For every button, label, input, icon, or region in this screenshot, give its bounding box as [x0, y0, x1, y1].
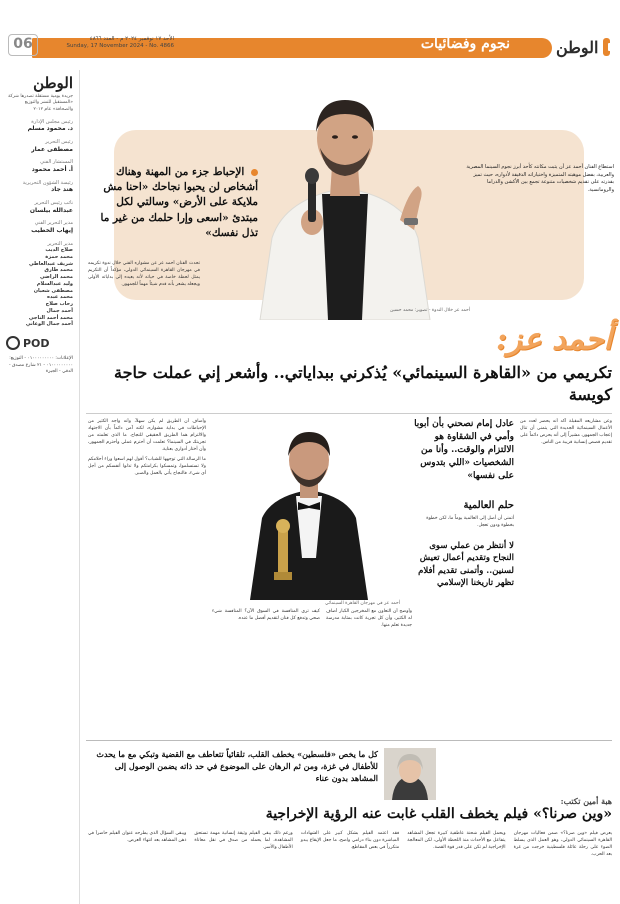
editor-name: رحاب صلاح	[45, 301, 73, 308]
staff-entry	[6, 200, 73, 214]
review-headline: «وين صرنا؟» فيلم يخطف القلب غابت عنه الرؤية الإخراجية	[265, 806, 612, 822]
article-paragraph: وأضاف أن الطريق لم يكن سهلاً، وأنه واجه الكثير من الإحباطات في بداية مشواره، لكنه آمن دائماً بأن الاجتهاد والالتزام هما الطريق الحقيقي للنجاح. ما الذي تعلمته من تجربتك في السينما؟ تعلمت أن أحترم عملي وأحترم الجمهور، وأن أختار أدواري بعناية.	[88, 419, 206, 453]
issue-date	[44, 36, 174, 51]
staff-entry	[6, 119, 73, 133]
staff-name: أ. أحمد محمود	[31, 165, 73, 173]
newspaper-logo	[556, 36, 610, 58]
section-title: نجوم وفضائيات	[420, 36, 510, 52]
editor-name: أحمد جمال	[46, 307, 73, 314]
headline-divider	[86, 413, 612, 414]
page-header	[0, 0, 620, 70]
editor-name: أحمد جمال الوعاني	[25, 321, 73, 328]
review-paragraph: ويبقى السؤال الذي يطرحه عنوان الفيلم حاضراً في ذهن المشاهد بعد انتهاء العرض.	[88, 831, 187, 844]
staff-name: إيهاب الخطيب	[31, 226, 73, 234]
editor-name: صلاح الديب	[45, 247, 73, 254]
review-pull-quote: كل ما يخص «فلسطين» يخطف القلب، تلقائياً تتعاطف مع القضية وتبكي مع ما يحدث للأطفال في غزة، ومن ثم الرهان على الموضوع في حد ذاته يضمن الوصول إلى المشاهد بدون عناء	[96, 749, 378, 783]
bottom-divider	[86, 740, 612, 741]
pull-quote: عادل إمام نصحني بأن أبوبا وأمي في الشقاوة هو الالتزام والوقت.. وأنا من الشخصيات «اللي بتدوس على نفسها»	[414, 419, 514, 482]
staff-role: رئيس التحرير	[45, 139, 73, 146]
article-headline: تكريمي من «القاهرة السينمائي» يُذكرني ببداياتي.. وأشعر إني عملت حاجة كويسة	[113, 363, 612, 404]
tuxedo-photo	[210, 418, 408, 600]
editor-name: مصطفى شعبان	[33, 287, 73, 294]
writer-byline: هبة أمين تكتب:	[560, 796, 612, 806]
article-paragraph: تحدث الفنان أحمد عز عن مشواره الفني خلال ندوة تكريمه في مهرجان القاهرة السينمائي الدولي، مؤكداً أن التكريم يمثل لحظة خاصة في حياته لأنه يعيده إلى بداياته الأولى ويجعله يشعر بأنه قدم شيئاً مهماً للجمهور.	[88, 261, 200, 288]
pod-logo	[6, 336, 73, 350]
hero-caption: أحمد عز خلال الندوة - تصوير: محمد حسين	[390, 308, 470, 313]
article-paragraph: كيف ترى المنافسة في السوق الآن؟ المنافسة شيء صحي وتدفع كل فنان لتقديم أفضل ما عنده.	[212, 609, 320, 622]
masthead-sidebar	[0, 70, 80, 904]
staff-name: عبدالله بيلسان	[29, 206, 73, 214]
editor-name: محمد عبده	[47, 294, 73, 301]
masthead-subtitle: جريدة يومية مستقلة تصدرها شركة «المستقبل للنشر والتوزيع والصحافة» عام ٢٠١٢	[8, 94, 73, 112]
article-column	[520, 418, 612, 838]
hero-quote	[98, 165, 258, 241]
article-paragraph: وأوضح أن التعاون مع المخرجين الكبار أضاف له الكثير، وأن كل تجربة كانت بمثابة مدرسة جديدة تعلم منها.	[326, 609, 412, 629]
hero-intro: استطاع الفنان أحمد عز أن يثبت مكانته كأحد أبرز نجوم السينما المصرية والعربية، بفضل موهبته المتميزة واختياراته الدقيقة لأدواره، حيث تميز بقدرته على تقديم شخصيات متنوعة تجمع بين الأكشن والدراما والرومانسية.	[466, 164, 614, 193]
article-name-title: أحمد عز:	[496, 322, 612, 357]
date-arabic: الأحد ١٧ نوفمبر ٢٠٢٤ م - العدد ٤٨٦٦	[89, 36, 174, 42]
quote-bullet-icon	[251, 169, 258, 176]
staff-name: د. محمود مسلم	[27, 125, 73, 133]
staff-name: هند جاد	[51, 186, 73, 194]
pod-text: POD	[23, 336, 50, 350]
editor-name: وليد عبدالسلام	[36, 280, 73, 287]
page-number: 06	[8, 34, 38, 56]
writer-avatar	[384, 748, 436, 800]
staff-role: المستشار الفني	[40, 159, 73, 166]
logo-mark-icon	[603, 38, 611, 56]
staff-entry	[6, 180, 73, 194]
review-paragraph: يعرض فيلم «وين صرنا؟» ضمن فعاليات مهرجان القاهرة السينمائي الدولي، وهو العمل الذي يسلط الضوء على رحلة عائلة فلسطينية خرجت من غزة بعد الحرب.	[513, 831, 612, 858]
photo-caption: أحمد عز في مهرجان القاهرة السينمائي	[325, 601, 400, 606]
editors-list	[6, 241, 73, 329]
hero-photo	[240, 70, 450, 320]
article-column	[88, 260, 200, 408]
review-paragraph: ويحمل الفيلم شحنة عاطفية كبيرة تجعل المشاهد يتفاعل مع الأحداث منذ اللحظة الأولى، لكن المعالجة الإخراجية لم تكن على قدر قوة القصة.	[407, 831, 506, 851]
contact-info: الإعلانات: ٠١٠٠٠٠٠٠٠٠٠ - التوزيع: ٠١٠٠٠٠٠٠٠٠٠ - ٢١ شارع مصدق - الدقي - الجيزة	[8, 356, 73, 375]
staff-role: رئيس مجلس الإدارة	[31, 118, 73, 125]
masthead-logo: الوطن	[33, 74, 73, 92]
staff-role: نائب رئيس التحرير	[34, 200, 73, 207]
pod-icon	[6, 336, 20, 350]
staff-role: رئيسة الشؤون التحريرية	[22, 179, 73, 186]
staff-entry	[6, 139, 73, 153]
review-paragraph: فقد اعتمد الفيلم بشكل كبير على الشهادات المباشرة دون بناء درامي واضح، ما جعل الإيقاع يبدو متكرراً في بعض المقاطع.	[300, 831, 400, 851]
staff-role: مدير التحرير الفني	[34, 220, 73, 227]
logo-text: الوطن	[556, 37, 599, 57]
staff-entry	[6, 220, 73, 234]
editor-name: محمد حمزة	[45, 253, 73, 260]
date-english: Sunday, 17 November 2024 - No. 4866	[66, 43, 174, 50]
review-paragraph: ورغم ذلك يبقى الفيلم وثيقة إنسانية مهمة تستحق المشاهدة، لما يحمله من صدق في نقل معاناة الأطفال والأسر.	[194, 831, 293, 851]
pull-quote: لا أنتظر من عملي سوى النجاح وتقديم أعمال تعيش لسنين.. وأتمنى تقديم أفلام تظهر تاريخنا الإسلامي	[418, 541, 514, 588]
editor-name: محمد الراضي	[40, 274, 73, 281]
editor-name: شريف عبدالعاطي	[28, 260, 73, 267]
editor-name: محمد أحمد الناجي	[28, 314, 73, 321]
staff-name: مصطفى عمار	[31, 145, 73, 153]
hero-quote-text: الإحباط جزء من المهنة وهناك أشخاص لن يحبوا نجاحك «احنا مش ملايكة على الأرض» وسالتي لكل مبتدئ «اسعى وإرا حلمك من غير ما تذل نفسك»	[100, 166, 258, 239]
review-columns	[88, 830, 612, 898]
article-paragraph: ما الرسالة التي توجهها للشباب؟ أقول لهم اسعوا وراء أحلامكم ولا تستسلموا، وتمسكوا بكرامتكم ولا تذلوا أنفسكم من أجل أي شيء، فالنجاح يأتي بالعمل والصبر.	[88, 456, 206, 476]
section-subhead: حلم العالمية	[463, 500, 514, 511]
subhead-text: أتمنى أن أصل إلى العالمية يوماً ما، لكن خطوة بخطوة ودون تعجل.	[426, 516, 514, 528]
article-paragraph: وعن مشاريعه المقبلة أكد أنه يحضر لعدد من الأعمال السينمائية الجديدة التي يتمنى أن تنال إعجاب الجمهور، مشيراً إلى أنه يحرص دائماً على تقديم قصص إنسانية قريبة من الناس.	[520, 419, 612, 446]
article-column	[326, 608, 412, 740]
article-column	[212, 608, 320, 740]
editors-label: مدير التحرير	[47, 240, 73, 247]
editor-name: محمد طارق	[44, 267, 73, 274]
staff-entry	[6, 159, 73, 173]
